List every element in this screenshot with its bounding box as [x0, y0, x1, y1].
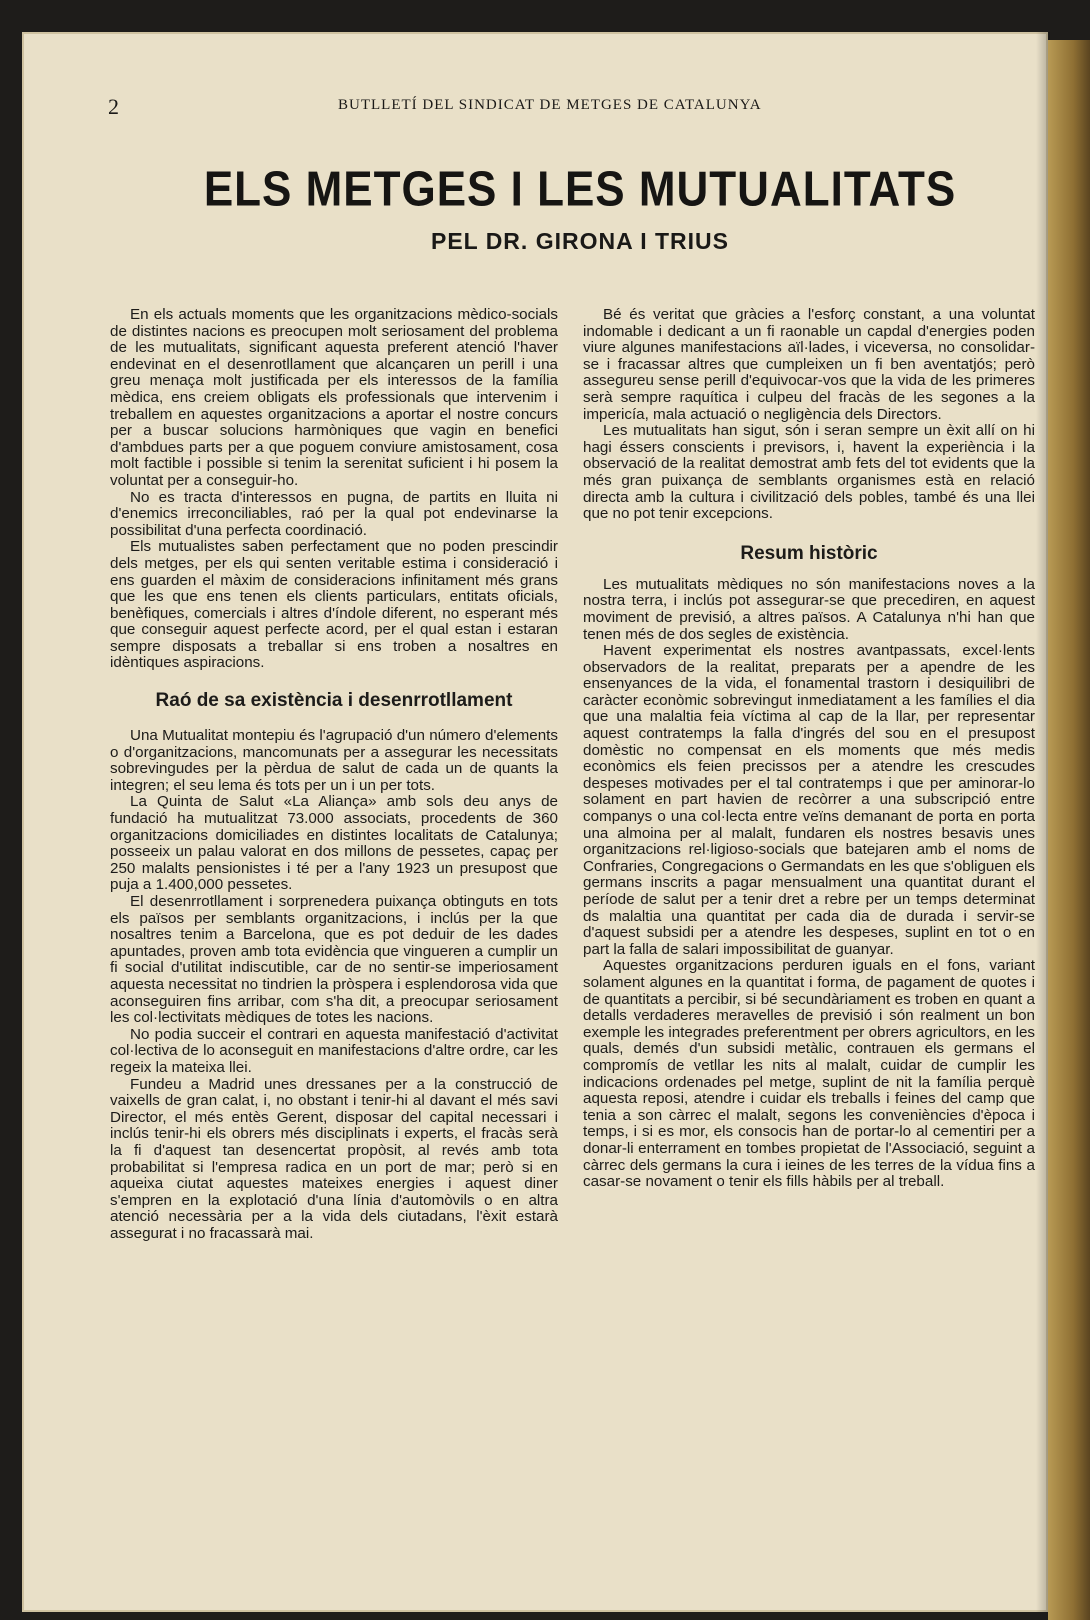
- paragraph: Fundeu a Madrid unes dressanes per a la construcció de vaixells de gran calat, i, no obstant i tenir-hi al davant el més savi Director, el més entès Gerent, disposar del capital necessari i inclús tenir-hi els obrers més disciplinats i experts, el fracàs serà la fi d'aquest tan desencertat propòsit, al revés amb tota probabilitat si l'empresa radica en un port de mar; però si en aqueixa ciutat aquestes mateixes energies i aquest diner s'empren en la explotació d'una línia d'automòvils o en altra atenció necessària per a la vida dels ciutadans, l'èxit estarà assegurat i no fracassarà mai.: [110, 1075, 558, 1242]
- paragraph: El desenrrotllament i sorprenedera puixança obtinguts en tots els països per semblants organitzacions, i inclús per la que nosaltres tenim a Barcelona, que es pot deduir de les dades apuntades, proven amb tota evidència que vingueren a cumplir un fi social d'utilitat indiscutible, car de no sentir-se imperiosament aquesta necessitat no tindrien la pròspera i esplendorosa vida que aconseguiren fins arribar, com s'ha dit, a preocupar seriosament les col·lectivitats mèdiques de totes les nacions.: [110, 893, 558, 1027]
- journal-name: BUTLLETÍ DEL SINDICAT DE METGES DE CATALUNYA: [338, 97, 762, 113]
- paragraph: Els mutualistes saben perfectament que no poden prescindir dels metges, per els qui senten veritable estima i consideració i ens guarden el màxim de consideracions infinitament més grans que les que ens tenen els clients particulars, entitats oficials, benèfiques, comercials i altres d'índole diferent, no esperant més que conseguir aquest perfecte acord, per el qual estan i estaran sempre disposats a treballar si ens troben a nosaltres en idèntiques aspiracions.: [110, 538, 558, 672]
- paragraph: Les mutualitats mèdiques no són manifestacions noves a la nostra terra, i inclús pot assegurar-se que precediren, en aquest moviment de previsió, a altres països. A Catalunya n'hi han que tenen més de dos segles de existència.: [583, 575, 1035, 643]
- paragraph: No podia succeir el contrari en aquesta manifestació d'activitat col·lectiva de lo aconseguit en manifestacions d'altre ordre, car les regeix la mateixa llei.: [110, 1025, 558, 1076]
- article-byline: PEL DR. GIRONA I TRIUS: [430, 228, 730, 254]
- paragraph: Les mutualitats han sigut, són i seran sempre un èxit allí on hi hagi éssers conscients i previsors, i, havent la experiència i la observació de la realitat demostrat amb fets del tot evidents que la més gran puixança de semblants organismes està en relació directa amb la cultura i civilització dels pobles, també és una llei que no pot tenir excepcions.: [583, 422, 1035, 523]
- left-column: [110, 307, 558, 1242]
- section-heading: Raó de sa existència i desenrrotllament: [155, 690, 513, 712]
- paragraph: Bé és veritat que gràcies a l'esforç constant, a una voluntat indomable i dedicant a un fi raonable un capdal d'energies poden viure algunes manifestacions aïl·lades, i viceversa, no consolidar-se i fracassar altres que cumpleixen un fi ben aventatjós; però assegureu sense perill d'equivocar-vos que la vida de les primeres serà sempre raquítica i culpeu del fracàs de les segones a la impericía, mala actuació o negligència dels Directors.: [583, 306, 1035, 423]
- paragraph: Una Mutualitat montepiu és l'agrupació d'un número d'elements o d'organitzacions, mancomunats per a assegurar les necessitats sobrevingudes per la pèrdua de salut de cada un de quants la integren; el seu lema és tots per un i un per tots.: [110, 727, 558, 794]
- paragraph: Aquestes organitzacions perduren iguals en el fons, variant solament algunes en la quantitat i forma, de pagament de quotes i de quantitats a percibir, si bé secundàriament es troben en quant a detalls verdaderes meravelles de previsió i són realment un bon exemple les integrades preferentment per obrers agricultors, en les quals, demés d'un subsidi metàlic, contrauen els germans el compromís de vetllar les nits al malalt, cuidar de cumplir les indicacions ordenades pel metge, suplint de nit la família perquè aquesta reposi, atendre i cuidar els treballs i feines del camp que tenia a son càrrec el malalt, segons les conveniències d'època i temps, i si es mor, els consocis han de portar-lo al cementiri per a donar-li enterrament en tombes propietat de l'Associació, seguint a càrrec dels germans la cura i ieines de les terres de la vídua fins a casar-se novament o tenir els fills hàbils per al treball.: [583, 957, 1035, 1191]
- paragraph: En els actuals moments que les organitzacions mèdico-socials de distintes nacions es preocupen molt seriosament del problema de les mutualitats, significant aquesta preferent atenció l'haver endevinat en el desenrotllament que alcançaren un perill i una greu menaça molt justificada per els interessos de la família mèdica, ens creiem obligats els professionals que intervenim i treballem en aquestes organitzacions a aportar el nostre concurs per a buscar solucions harmòniques que vagin en benefici d'ambdues parts per a que poguem conviure amistosament, cosa molt factible i possible si tenim la serenitat suficient i hi posem la voluntat per a conseguir-ho.: [110, 306, 558, 489]
- running-header: [108, 94, 1038, 118]
- paragraph: La Quinta de Salut «La Aliança» amb sols deu anys de fundació ha mutualitzat 73.000 associats, procedents de 360 organitzacions domiciliades en distintes localitats de Catalunya; posseeix un palau valorat en dos millons de pessetes, capaç per 250 malalts pensionistes i té per a l'any 1923 un presupost que puja a 1.400,000 pessetes.: [110, 793, 558, 894]
- paragraph: No es tracta d'interessos en pugna, de partits en lluita ni d'enemics irreconciliables, raó per la qual pot endevinarse la possibilitat d'una perfecta coordinació.: [110, 488, 558, 539]
- right-column: [583, 307, 1035, 1191]
- article-title: ELS METGES I LES MUTUALITATS: [203, 162, 957, 217]
- page-number: 2: [108, 94, 119, 119]
- paragraph: Havent experimentat els nostres avantpassats, excel·lents observadors de la realitat, preparats per a apendre de les ensenyances de la vida, el fonamental trastorn i desiquilibri de caràcter econòmic sobrevingut inmediatament a les famílies el dia que una malaltia feia víctima al cap de la llar, per representar aquest contratemps la falla d'ingrés del sou en el presupost domèstic no compensat en els moments que més medis econòmics els feien precissos per a atendre les crescudes despeses motivades per el tal contratemps i que per aminorar-lo solament en part havien de recòrrer a una subscripció entre companys o una col·lecta entre veïns demanant de porta en porta una almoina per al malalt, fundaren els nostres besavis unes organitzacions rel·ligioso-socials que batejaren amb el noms de Confraries, Congregacions o Germandats en les que s'obliguen els germans inscrits a pagar mensualment una quantitat durant el període de salut per a tenir dret a rebre per un temps determinat ds malaltia una quantitat per cada dia de durada i servir-se d'aquest subsidi per a atendre les despeses, suplint en tot o en part la falla de salari impossibilitat de guanyar.: [583, 642, 1035, 958]
- next-page-edge: [1048, 40, 1090, 1620]
- section-heading: Resum històric: [740, 542, 878, 564]
